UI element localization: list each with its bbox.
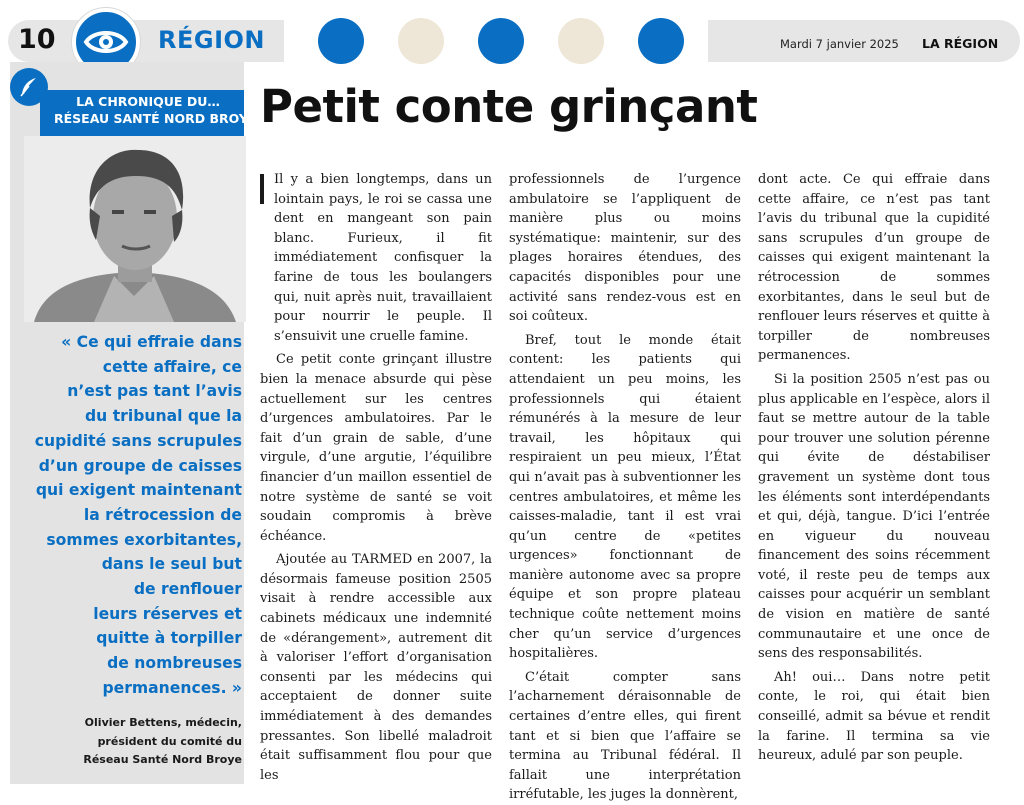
decor-dot <box>398 18 444 64</box>
decor-dot <box>558 18 604 64</box>
author-line: président du comité du <box>97 734 242 748</box>
article-column-1 <box>260 170 492 785</box>
article-paragraph: Ce petit conte grinçant illustre bien la menace absurde qui pèse actuellement sur les centres d’urgences ambulatoires. Par le fait d’un grain de sable, d’une virgule, d’une argutie, l’équilibre financier d’un maillon essentiel de notre système de santé se voit soudain compromis à brève échéance. <box>260 352 492 544</box>
issue-date: Mardi 7 janvier 2025 <box>780 37 899 51</box>
article-paragraph: Ah! oui… Dans notre petit conte, le roi, qui était bien conseillé, admit sa bévue et rendit la farine. Il termina sa vie heureux, adulé par son peuple. <box>758 669 990 764</box>
quote-line: du tribunal que la <box>85 407 242 426</box>
quote-line: « Ce qui effraie dans <box>61 333 242 351</box>
newspaper-name: LA RÉGION <box>922 36 999 51</box>
author-credit <box>28 714 242 770</box>
article-paragraph: dont acte. Ce qui effraie dans cette affaire, ce n’est pas tant l’avis du tribunal que la cupidité sans scrupules d’un groupe de caisses qui exigent maintenant la rétrocession de sommes exorbitantes, dans le seul but de renflouer leurs réserves et quitte à torpiller de nombreuses permanences. <box>758 172 990 364</box>
article-paragraph: Ajoutée au TARMED en 2007, la désormais fameuse position 2505 visait à rendre accessible aux cabinets médicaux une indemnité de «dérangement», autrement dit à valoriser l’effort d’organisation consenti par les médecins qui acceptaient de donner suite immédiatement à des demandes pressantes. Son libellé maladroit était suffisamment flou pour que les <box>260 552 492 783</box>
author-line: Réseau Santé Nord Broye <box>83 753 242 766</box>
article-paragraph: Bref, tout le monde était content: les patients qui attendaient un peu moins, les professionnels qui étaient rémunérés à la mesure de leur travail, les hôpitaux qui respiraient un peu mieux, l’État qui n’avait pas à subventionner les centres ambulatoires, et même les caisses-maladie, tant il est vrai qu’un centre de «petites urgences» fonctionnant de manière autonome avec sa propre équipe et son propre plateau technique coûte nettement moins cher qu’un service d’urgences hospitalières. <box>509 332 741 662</box>
quote-line: de nombreuses <box>107 654 242 673</box>
chronicle-title <box>54 93 257 127</box>
quote-line: de renflouer <box>133 580 242 599</box>
quote-line: leurs réserves et <box>93 604 242 623</box>
article-paragraph: C’était compter sans l’acharnement déraisonnable de certaines d’entre elles, qui firent tant et si bien que l’affaire se termina au Tribunal fédéral. Il fallait une interprétation irréfutable, les juges la donnèrent, <box>509 669 741 803</box>
article-paragraph: Si la position 2505 n’est pas ou plus applicable en l’espèce, alors il faut se mettre autour de la table pour trouver une solution pérenne qui évite de déstabiliser gravement un système dont tous les éléments sont interdépendants et qui, déjà, tangue. D’ici l’entrée en vigueur du nouveau financement des soins récemment voté, il reste peu de temps aux caisses pour acquérir un semblant de vision en matière de santé communautaire et une once de sens des responsabilités. <box>758 371 990 662</box>
quote-line: sommes exorbitantes, <box>46 530 242 549</box>
quote-line: n’est pas tant l’avis <box>67 382 242 401</box>
quote-line: quitte à torpiller <box>96 629 242 648</box>
article-paragraph: professionnels de l’urgence ambulatoire se l’appliquent de manière plus ou moins systématique: maintenir, sur des plages horaires étendues, des capacités disponibles pour une activité sans rendez-vous est en soi coûteux. <box>509 172 741 325</box>
article-paragraph: Il y a bien longtemps, dans un lointain pays, le roi se cassa une dent en mangeant son pain blanc. Furieux, il fit immédiatement confisquer la farine de tous les boulangers qui, nuit après nuit, travaillaient pour nourrir le peuple. Il s’ensuivit une cruelle famine. <box>260 170 492 346</box>
article-title: Petit conte grinçant <box>260 80 758 133</box>
quote-line: qui exigent maintenant <box>35 481 242 500</box>
page-number: 10 <box>18 24 56 55</box>
quote-line: la rétrocession de <box>83 505 242 524</box>
section-name: RÉGION <box>158 26 265 54</box>
article-column-3 <box>758 170 990 766</box>
quote-line: permanences. » <box>102 678 242 697</box>
chronicle-sidebar <box>10 62 257 784</box>
decor-dot <box>478 18 524 64</box>
author-photo <box>24 136 246 322</box>
author-line: Olivier Bettens, médecin, <box>84 716 242 729</box>
decor-dot <box>638 18 684 64</box>
pull-quote <box>28 330 242 701</box>
chronicle-title-line: RÉSEAU SANTÉ NORD BROYE <box>54 111 257 126</box>
chronicle-title-line: LA CHRONIQUE DU… <box>76 94 220 109</box>
article-column-2 <box>509 170 741 805</box>
quote-line: cupidité sans scrupules <box>34 431 242 450</box>
quote-line: d’un groupe de caisses <box>38 456 242 475</box>
quote-line: cette affaire, ce <box>102 357 242 376</box>
decor-dot <box>318 18 364 64</box>
quote-line: dans le seul but <box>101 555 242 574</box>
feather-icon <box>10 68 48 106</box>
